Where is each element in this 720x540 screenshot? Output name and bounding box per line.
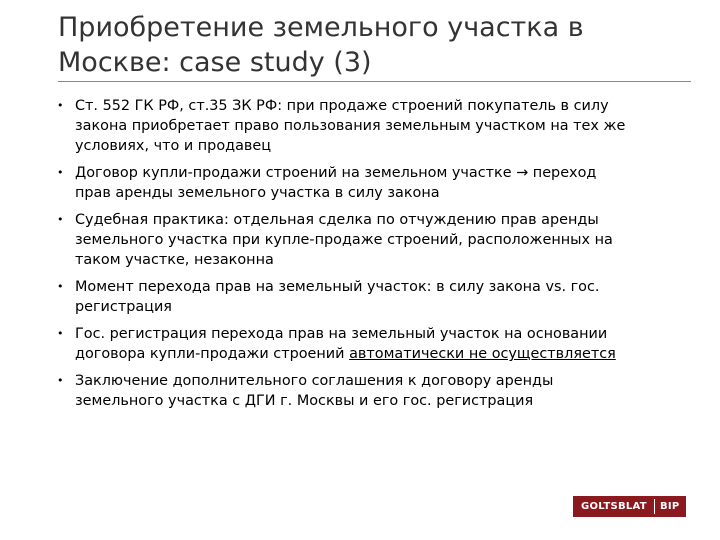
logo-tail-text: BIP bbox=[659, 501, 680, 512]
bullet-item bbox=[57, 210, 707, 270]
bullet-text-line: регистрация bbox=[75, 299, 172, 315]
bullet-marker-icon: • bbox=[57, 374, 64, 387]
bullet-text-line: земельного участка с ДГИ г. Москвы и его гос. регистрация bbox=[75, 393, 534, 409]
bullet-text-line: земельного участка при купле-продаже строений, расположенных на bbox=[75, 232, 613, 248]
bullet-marker-icon: • bbox=[57, 327, 64, 340]
bullet-text: договора купли-продажи строений bbox=[75, 346, 350, 362]
bullet-text: Договор купли-продажи строений на земельном участке bbox=[75, 165, 512, 181]
bullet-text-line bbox=[75, 163, 707, 183]
right-arrow-icon: → bbox=[516, 165, 529, 181]
bullet-list bbox=[57, 96, 707, 418]
bullet-text-line: закона приобретает право пользования земельным участком на тех же bbox=[75, 118, 626, 134]
bullet-marker-icon: • bbox=[57, 280, 64, 293]
bullet-text-line bbox=[75, 344, 707, 364]
title-line: Москве: case study (3) bbox=[58, 47, 372, 78]
bullet-text: переход bbox=[532, 165, 597, 181]
company-logo bbox=[573, 496, 686, 517]
title-divider bbox=[58, 81, 691, 82]
underlined-emphasis-text: автоматически не осуществляется bbox=[349, 346, 616, 362]
bullet-text-line: Заключение дополнительного соглашения к договору аренды bbox=[75, 373, 554, 389]
bullet-text-line: Момент перехода прав на земельный участок: в силу закона vs. гос. bbox=[75, 279, 600, 295]
logo-main-text: GOLTSBLAT bbox=[581, 501, 647, 512]
slide-title bbox=[58, 10, 678, 80]
bullet-text-line: таком участке, незаконна bbox=[75, 252, 274, 268]
bullet-text-line: прав аренды земельного участка в силу закона bbox=[75, 185, 440, 201]
bullet-item bbox=[57, 324, 707, 364]
bullet-text-line: Судебная практика: отдельная сделка по отчуждению прав аренды bbox=[75, 212, 599, 228]
bullet-text-line: Ст. 552 ГК РФ, ст.35 ЗК РФ: при продаже строений покупатель в силу bbox=[75, 98, 609, 114]
bullet-text-line: условиях, что и продавец bbox=[75, 138, 272, 154]
title-line: Приобретение земельного участка в bbox=[58, 12, 584, 43]
bullet-marker-icon: • bbox=[57, 166, 64, 179]
bullet-marker-icon: • bbox=[57, 213, 64, 226]
bullet-item bbox=[57, 96, 707, 156]
bullet-item bbox=[57, 277, 707, 317]
bullet-text-line: Гос. регистрация перехода прав на земельный участок на основании bbox=[75, 326, 608, 342]
bullet-marker-icon: • bbox=[57, 99, 64, 112]
bullet-item bbox=[57, 163, 707, 203]
bullet-item bbox=[57, 371, 707, 411]
